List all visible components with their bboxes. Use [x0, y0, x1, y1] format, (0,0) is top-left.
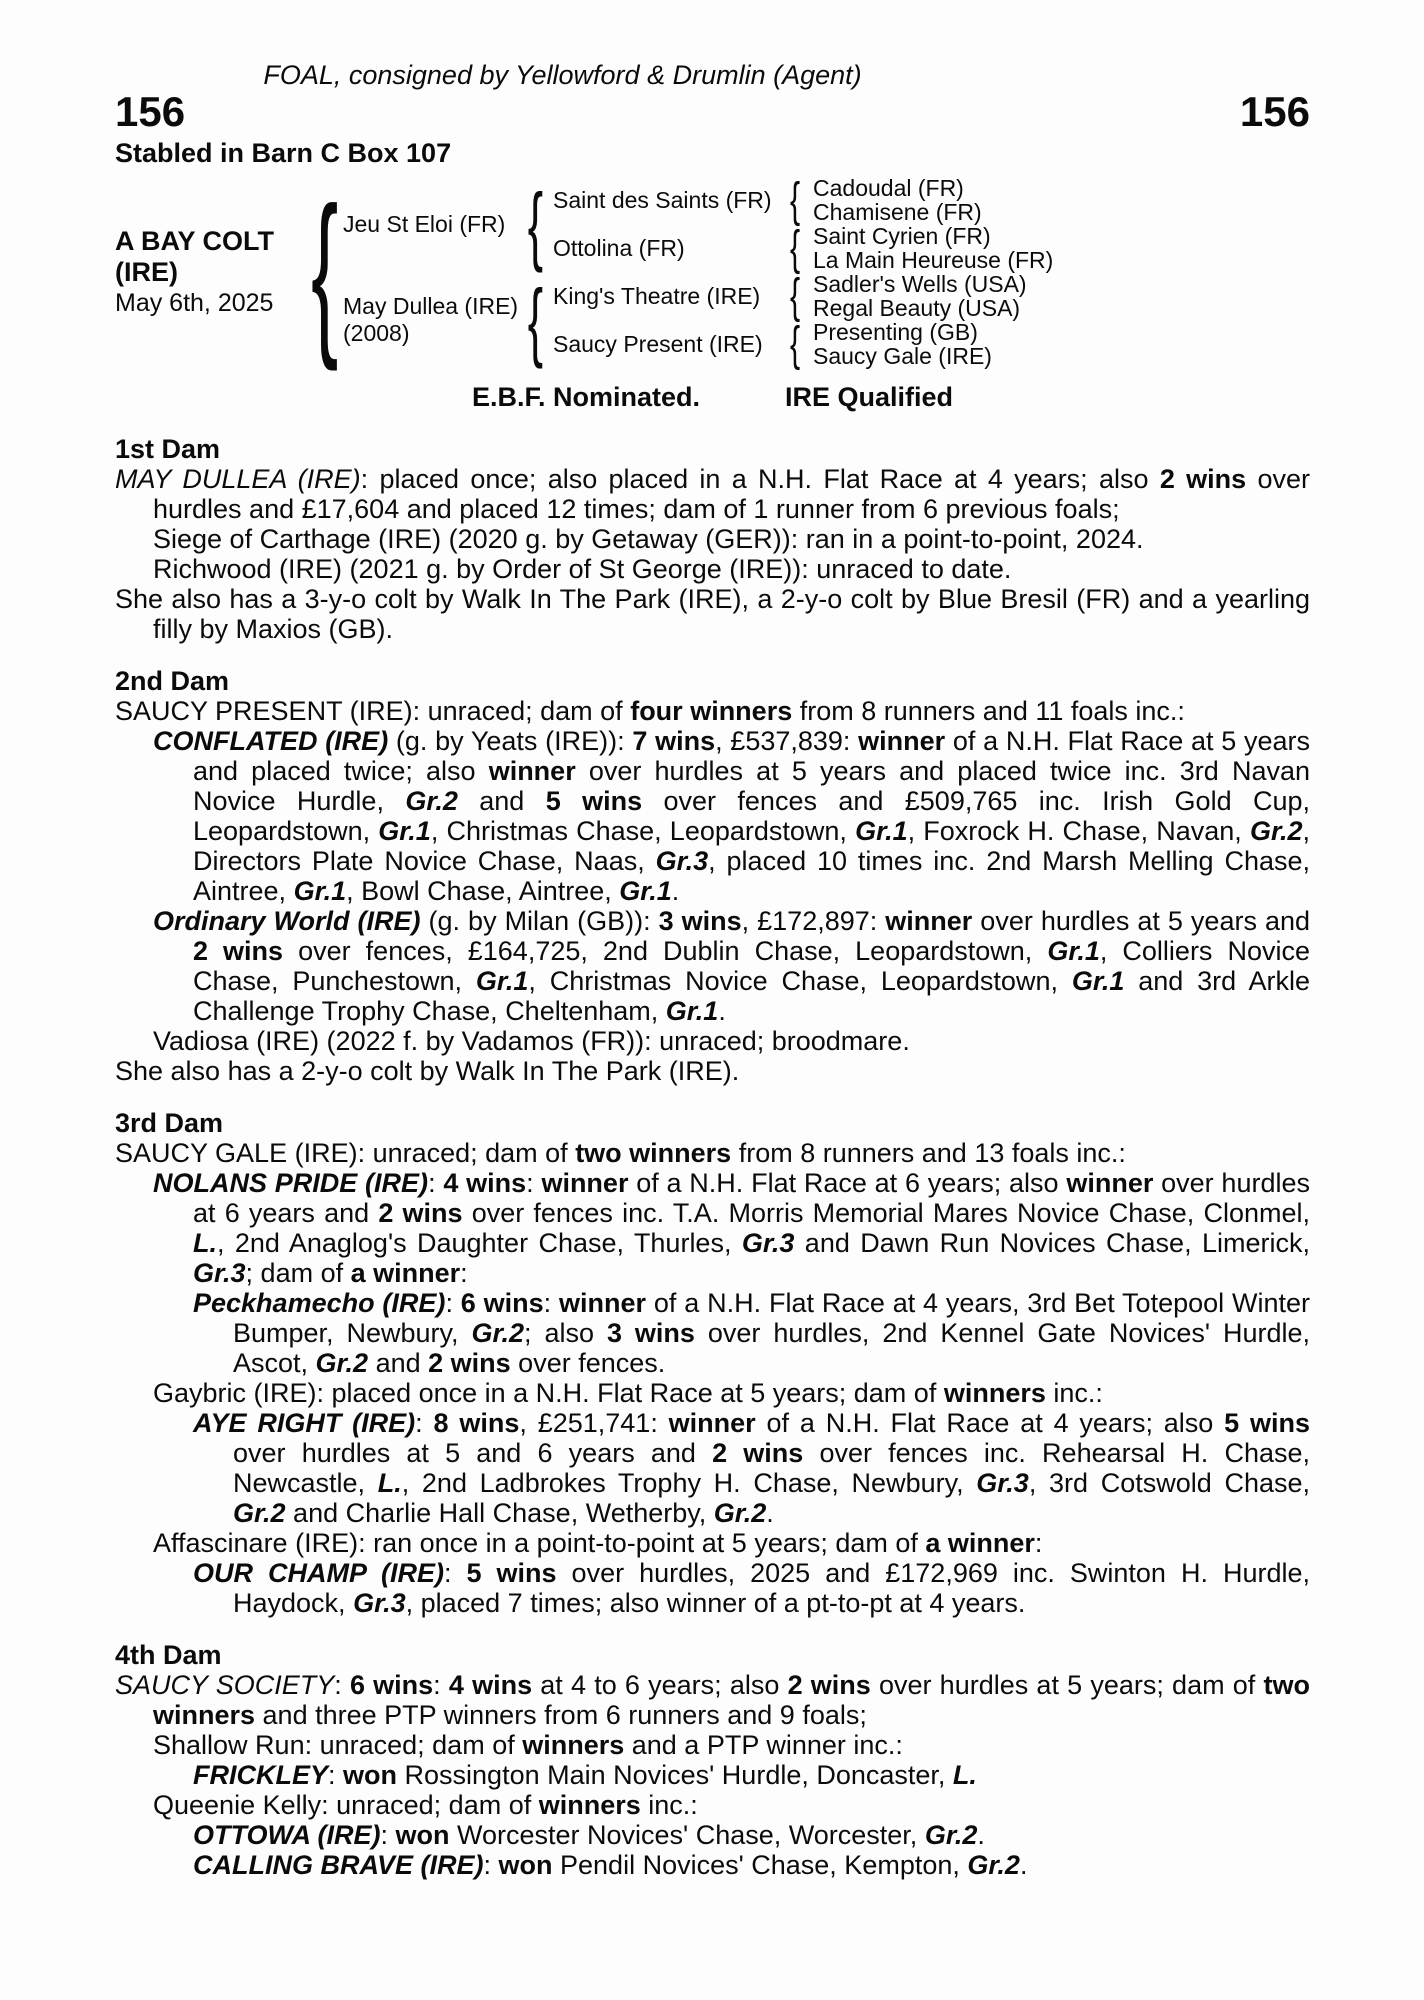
lot-number-right: 156: [1239, 88, 1310, 135]
progeny-siege-of-carthage: Siege of Carthage (IRE) (2020 g. by Getaway (GER)): ran in a point-to-point, 2024.: [153, 524, 1144, 554]
ebf-nominated-label: E.B.F. Nominated.: [471, 382, 700, 412]
dam-sire-name: King's Theatre (IRE): [553, 282, 761, 309]
sire-sire-name: Saint des Saints (FR): [553, 186, 772, 213]
section-3rd-dam: [115, 1108, 1310, 1618]
progeny-richwood: Richwood (IRE) (2021 g. by Order of St George (IRE)): unraced to date.: [153, 554, 1012, 584]
progeny-nolans-pride: NOLANS PRIDE (IRE): 4 wins: winner of a N.H. Flat Race at 6 years; also winner over hurdles at 6 years and 2 wins over fences inc. T.A. Morris Memorial Mares Novice Chase, Clonmel, L., 2nd Anaglog's Daughter Chase, Thurles, Gr.3 and Dawn Run Novices Chase, Limerick, Gr.3; dam of a winner:: [153, 1168, 1310, 1288]
sire-dam-group: [545, 224, 1310, 272]
sire-dam-dam-name: La Main Heureuse (FR): [813, 247, 1054, 273]
progeny-shallow-run: Shallow Run: unraced; dam of winners and a PTP winner inc.:: [153, 1730, 903, 1760]
sire-branch: [335, 176, 1310, 272]
progeny-aye-right: AYE RIGHT (IRE): 8 wins, £251,741: winner of a N.H. Flat Race at 4 years; also 5 wins over hurdles at 5 and 6 years and 2 wins over fences inc. Rehearsal H. Chase, Newcastle, L., 2nd Ladbrokes Trophy H. Chase, Newbury, Gr.3, 3rd Cotswold Chase, Gr.2 and Charlie Hall Chase, Wetherby, Gr.2.: [193, 1408, 1311, 1528]
progeny-our-champ: OUR CHAMP (IRE): 5 wins over hurdles, 2025 and £172,969 inc. Swinton H. Hurdle, Haydock, Gr.3, placed 7 times; also winner of a pt-to-pt at 4 years.: [193, 1558, 1310, 1618]
dam-sire-group: [545, 272, 1310, 320]
consignment-title: FOAL, consigned by Yellowford & Drumlin (Agent): [263, 60, 862, 90]
lot-number-left: 156: [115, 88, 186, 135]
lot-row: [115, 90, 1310, 136]
dam-note: She also has a 3-y-o colt by Walk In The Park (IRE), a 2-y-o colt by Blue Bresil (FR) and a yearling filly by Maxios (GB).: [115, 584, 1310, 644]
third-dam-record: SAUCY GALE (IRE): unraced; dam of two winners from 8 runners and 13 foals inc.:: [115, 1138, 1126, 1168]
section-heading-4th-dam: 4th Dam: [115, 1640, 222, 1670]
pedigree-brace-sire-dam: [785, 224, 805, 272]
pedigree-brace-sire: [525, 176, 545, 272]
foal-date: May 6th, 2025: [115, 289, 274, 317]
dam-dam-dam-name: Saucy Gale (IRE): [813, 343, 992, 369]
progeny-frickley: FRICKLEY: won Rossington Main Novices' Hurdle, Doncaster, L.: [193, 1760, 977, 1790]
progeny-queenie-kelly: Queenie Kelly: unraced; dam of winners inc.:: [153, 1790, 698, 1820]
granddam-record: SAUCY PRESENT (IRE): unraced; dam of four winners from 8 runners and 11 foals inc.:: [115, 696, 1185, 726]
sire-dam-sire-name: Saint Cyrien (FR): [813, 223, 991, 249]
section-heading-3rd-dam: 3rd Dam: [115, 1108, 224, 1138]
pedigree-generations: [335, 176, 1310, 368]
progeny-ottowa: OTTOWA (IRE): won Worcester Novices' Chase, Worcester, Gr.2.: [193, 1820, 985, 1850]
sire-sire-dam-name: Chamisene (FR): [813, 199, 982, 225]
dam-sire-dam-name: Regal Beauty (USA): [813, 295, 1021, 321]
sire-sire-sire-name: Cadoudal (FR): [813, 175, 964, 201]
dam-dam-name: Saucy Present (IRE): [553, 330, 763, 357]
progeny-calling-brave: CALLING BRAVE (IRE): won Pendil Novices' Chase, Kempton, Gr.2.: [193, 1850, 1028, 1880]
progeny-conflated: CONFLATED (IRE) (g. by Yeats (IRE)): 7 wins, £537,839: winner of a N.H. Flat Race at 5 years and placed twice; also winner over hurdles at 5 years and placed twice inc. 3rd Navan Novice Hurdle, Gr.2 and 5 wins over fences and £509,765 inc. Irish Gold Cup, Leopardstown, Gr.1, Christmas Chase, Leopardstown, Gr.1, Foxrock H. Chase, Navan, Gr.2, Directors Plate Novice Chase, Naas, Gr.3, placed 10 times inc. 2nd Marsh Melling Chase, Aintree, Gr.1, Bowl Chase, Aintree, Gr.1.: [153, 726, 1311, 906]
section-heading-2nd-dam: 2nd Dam: [115, 666, 230, 696]
ire-qualified-label: IRE Qualified: [785, 382, 954, 412]
section-heading-1st-dam: 1st Dam: [115, 434, 221, 464]
dam-dam-sire-name: Presenting (GB): [813, 319, 978, 345]
progeny-gaybric: Gaybric (IRE): placed once in a N.H. Flat Race at 5 years; dam of winners inc.:: [153, 1378, 1103, 1408]
sire-name: [335, 176, 525, 272]
pedigree-brace-dam-dam: [785, 320, 805, 368]
section-4th-dam: [115, 1640, 1310, 1880]
pedigree-brace-dam-sire: [785, 272, 805, 320]
dam-sire-sire-name: Sadler's Wells (USA): [813, 271, 1027, 297]
dam-name-text: May Dullea (IRE): [343, 293, 519, 319]
dam-year: (2008): [343, 320, 410, 346]
dam-name: [335, 272, 525, 368]
sire-name-text: Jeu St Eloi (FR): [343, 210, 506, 237]
horse-name: A BAY COLT (IRE): [115, 226, 275, 287]
fourth-dam-record: SAUCY SOCIETY: 6 wins: 4 wins at 4 to 6 years; also 2 wins over hurdles at 5 years; dam of two winners and three PTP winners from 6 runners and 9 foals;: [115, 1670, 1310, 1730]
section-1st-dam: [115, 434, 1310, 644]
pedigree-table: [115, 176, 1310, 368]
pedigree-brace-sire-sire: [785, 176, 805, 224]
section-2nd-dam: [115, 666, 1310, 1086]
dam-dam-group: [545, 320, 1310, 368]
pedigree-brace-dam: [525, 272, 545, 368]
pedigree-brace-level1: [315, 176, 335, 368]
progeny-vadiosa: Vadiosa (IRE) (2022 f. by Vadamos (FR)): unraced; broodmare.: [153, 1026, 910, 1056]
sire-dam-name: Ottolina (FR): [553, 234, 685, 261]
dam-record: MAY DULLEA (IRE): placed once; also placed in a N.H. Flat Race at 4 years; also 2 wins over hurdles and £17,604 and placed 12 times; dam of 1 runner from 6 previous foals;: [115, 464, 1311, 524]
sire-sire-group: [545, 176, 1310, 224]
nominations-row: [115, 382, 1310, 412]
progeny-affascinare: Affascinare (IRE): ran once in a point-to-point at 5 years; dam of a winner:: [153, 1528, 1043, 1558]
stabled-line: Stabled in Barn C Box 107: [115, 138, 452, 168]
progeny-peckhamecho: Peckhamecho (IRE): 6 wins: winner of a N.H. Flat Race at 4 years, 3rd Bet Totepool Winter Bumper, Newbury, Gr.2; also 3 wins over hurdles, 2nd Kennel Gate Novices' Hurdle, Ascot, Gr.2 and 2 wins over fences.: [193, 1288, 1311, 1378]
progeny-ordinary-world: Ordinary World (IRE) (g. by Milan (GB)): 3 wins, £172,897: winner over hurdles at 5 years and 2 wins over fences, £164,725, 2nd Dublin Chase, Leopardstown, Gr.1, Colliers Novice Chase, Punchestown, Gr.1, Christmas Novice Chase, Leopardstown, Gr.1 and 3rd Arkle Challenge Trophy Chase, Cheltenham, Gr.1.: [153, 906, 1311, 1026]
horse-block: [115, 176, 315, 368]
granddam-note: She also has a 2-y-o colt by Walk In The Park (IRE).: [115, 1056, 740, 1086]
dam-branch: [335, 272, 1310, 368]
